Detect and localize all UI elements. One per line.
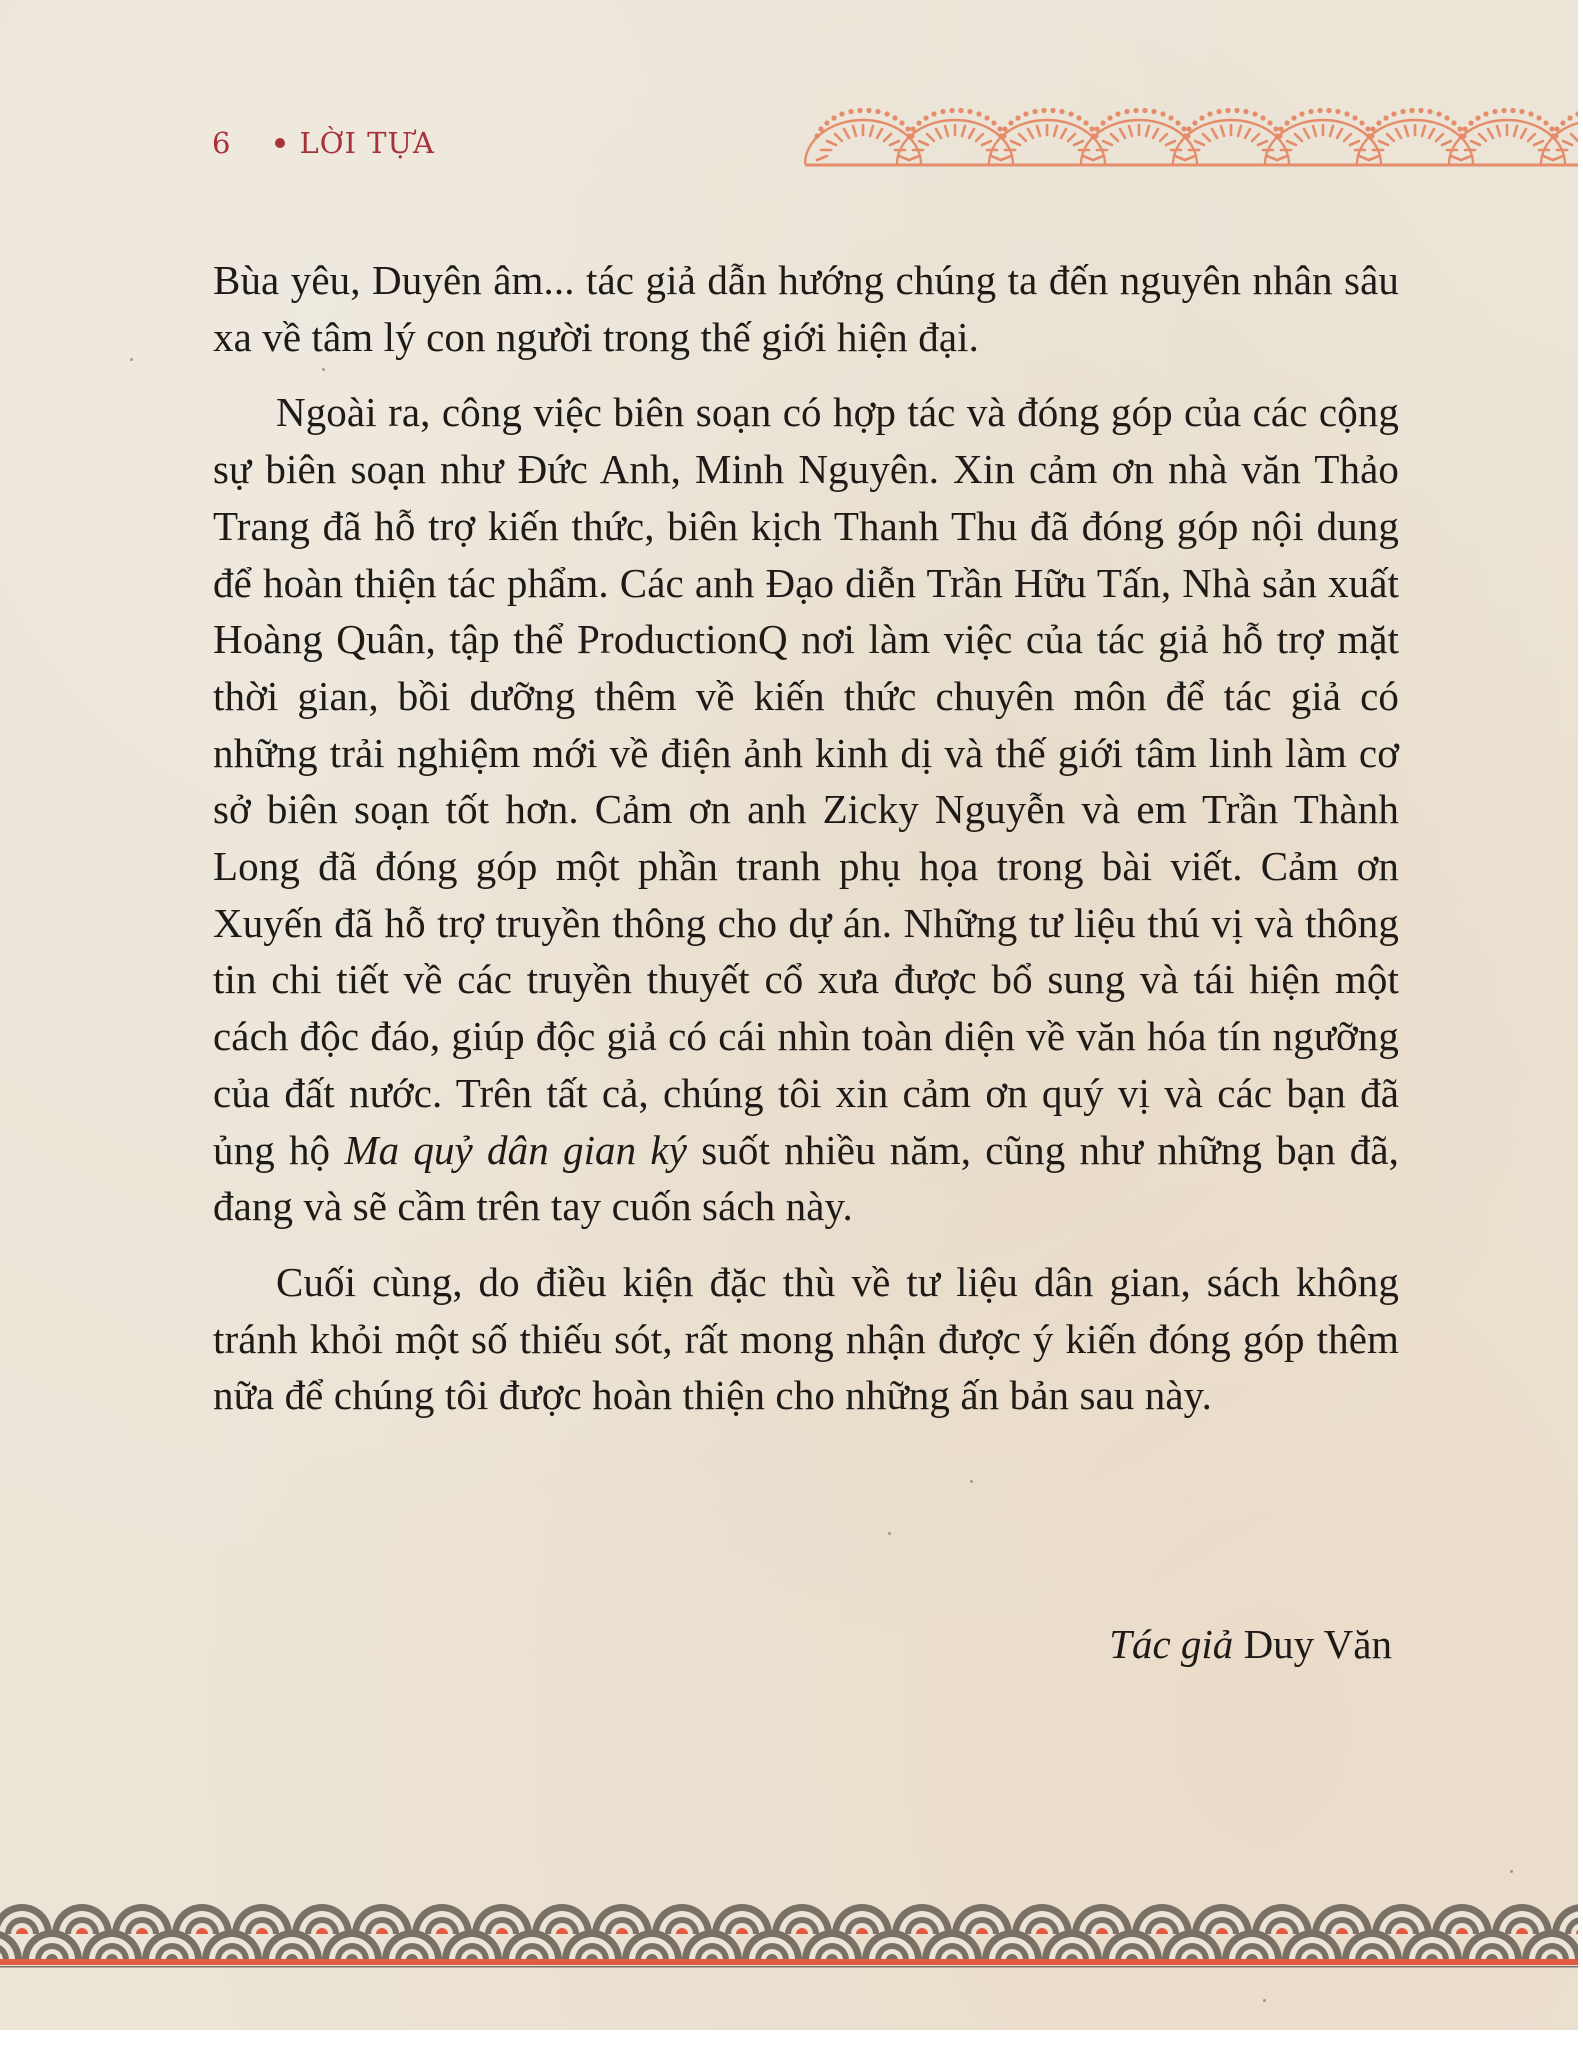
paragraph-2 (213, 384, 1399, 1235)
bullet-icon (275, 138, 285, 148)
paper-speck (1510, 1870, 1513, 1873)
paper-speck (1263, 1999, 1266, 2002)
paper-speck (130, 358, 133, 361)
preface-body (213, 252, 1399, 1443)
paper-speck (970, 1480, 973, 1483)
paragraph-text: Bùa yêu, Duyên âm... tác giả dẫn hướng chúng ta đến nguyên nhân sâu xa về tâm lý con người trong thế giới hiện đại. (213, 257, 1399, 360)
signature-role: Tác giả (1109, 1621, 1234, 1667)
paragraph-text: Cuối cùng, do điều kiện đặc thù về tư liệu dân gian, sách không tránh khỏi một số thiếu sót, rất mong nhận được ý kiến đóng góp thêm nữa để chúng tôi được hoàn thiện cho những ấn bản sau này. (213, 1258, 1399, 1419)
paper-speck (888, 1532, 891, 1535)
paragraph-3 (213, 1254, 1399, 1424)
sunburst-arch-border-icon (803, 108, 1578, 168)
signature-name: Duy Văn (1243, 1621, 1392, 1667)
paragraph-1 (213, 252, 1399, 365)
running-head (212, 118, 435, 168)
section-title: LỜI TỰA (299, 126, 435, 160)
paragraph-text: suốt nhiều năm, cũng như những bạn đã, đang và sẽ cầm trên tay cuốn sách này. (213, 1126, 1399, 1230)
book-title: Ma quỷ dân gian ký (344, 1126, 688, 1173)
page-number: 6 (212, 126, 232, 160)
signature (1109, 1616, 1392, 1672)
paragraph-text: Ngoài ra, công việc biên soạn có hợp tác và đóng góp của các cộng sự biên soạn như Đức Anh, Minh Nguyên. Xin cảm ơn nhà văn Thảo Trang đã hỗ trợ kiến thức, biên kịch Thanh Thu đã đóng góp nội dung để hoàn thiện tác phẩm. Các anh Đạo diễn Trần Hữu Tấn, Nhà sản xuất Hoàng Quân, tập thể ProductionQ nơi làm việc của tác giả hỗ trợ mặt thời gian, bồi dưỡng thêm về kiến thức chuyên môn để tác giả có những trải nghiệm mới về điện ảnh kinh dị và thế giới tâm linh làm cơ sở biên soạn tốt hơn. Cảm ơn anh Zicky Nguyễn và em Trần Thành Long đã đóng góp một phần tranh phụ họa trong bài viết. Cảm ơn Xuyến đã hỗ trợ truyền thông cho dự án. Những tư liệu thú vị và thông tin chi tiết về các truyền thuyết cổ xưa được bổ sung và tái hiện một cách độc đáo, giúp độc giả có cái nhìn toàn diện về văn hóa tín ngưỡng của đất nước. Trên tất cả, chúng tôi xin cảm ơn quý vị và các bạn đã ủng hộ (213, 389, 1399, 1173)
seigaiha-wave-border-icon (0, 1888, 1578, 1968)
